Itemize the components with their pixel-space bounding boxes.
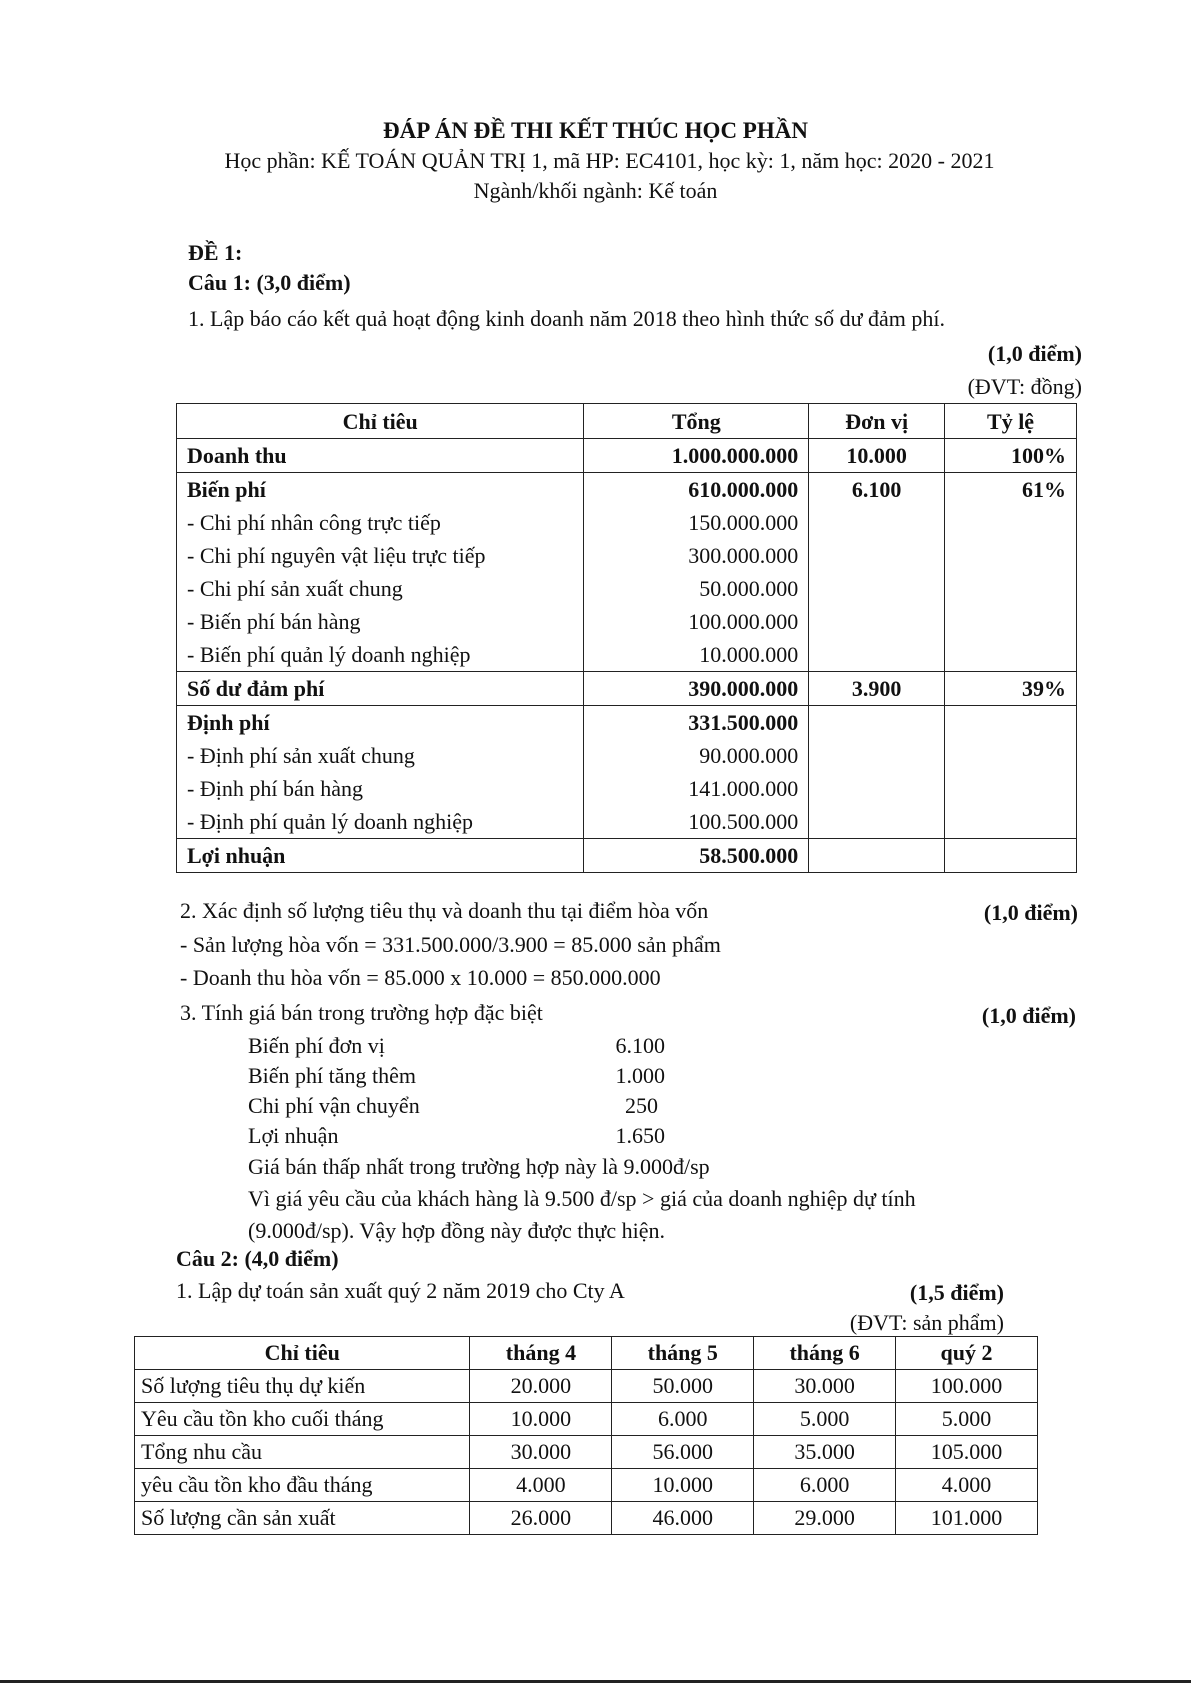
table-row <box>177 539 1077 572</box>
row-label: Biến phí <box>177 473 584 507</box>
table-header-row <box>135 1337 1038 1370</box>
q1-part1-points: (1,0 điểm) <box>987 341 1082 366</box>
header-cell: Chỉ tiêu <box>177 404 584 439</box>
row-unit <box>809 506 945 539</box>
row-ratio: 39% <box>945 672 1077 706</box>
row-ratio <box>945 539 1077 572</box>
row-total: 610.000.000 <box>584 473 809 507</box>
table-row <box>177 839 1077 873</box>
table-row <box>177 473 1077 507</box>
cell-value: 56.000 <box>612 1436 754 1469</box>
header-cell: Tỷ lệ <box>945 404 1077 439</box>
table-row <box>177 638 1077 672</box>
contribution-margin-table <box>176 403 1077 873</box>
row-total: 10.000.000 <box>584 638 809 672</box>
row-unit <box>809 539 945 572</box>
production-budget-table <box>134 1336 1038 1535</box>
row-unit <box>809 772 945 805</box>
row-label: - Biến phí quản lý doanh nghiệp <box>177 638 584 672</box>
header-cell: tháng 5 <box>612 1337 754 1370</box>
row-total: 100.000.000 <box>584 605 809 638</box>
table-row <box>177 506 1077 539</box>
row-label: - Định phí quản lý doanh nghiệp <box>177 805 584 839</box>
row-ratio <box>945 572 1077 605</box>
row-ratio <box>945 805 1077 839</box>
row-unit <box>809 605 945 638</box>
contract-reason-line: Vì giá yêu cầu của khách hàng là 9.500 đ/sp > giá của doanh nghiệp dự tính <box>248 1186 916 1211</box>
row-label: Yêu cầu tồn kho cuối tháng <box>135 1403 470 1436</box>
row-label: - Biến phí bán hàng <box>177 605 584 638</box>
row-unit <box>809 572 945 605</box>
row-label: - Định phí bán hàng <box>177 772 584 805</box>
table-row <box>135 1403 1038 1436</box>
q2-heading: Câu 2: (4,0 điểm) <box>176 1246 339 1271</box>
price-item-value: 1.000 <box>615 1063 665 1088</box>
header-cell: tháng 4 <box>470 1337 612 1370</box>
row-label: Định phí <box>177 706 584 740</box>
cell-value: 100.000 <box>896 1370 1038 1403</box>
cell-value: 35.000 <box>754 1436 896 1469</box>
price-item-label: Chi phí vận chuyển <box>248 1093 420 1118</box>
table-row <box>177 805 1077 839</box>
row-total: 100.500.000 <box>584 805 809 839</box>
q2-part1-unit: (ĐVT: sản phẩm) <box>849 1310 1004 1335</box>
cell-value: 10.000 <box>612 1469 754 1502</box>
q1-part3-points: (1,0 điểm) <box>981 1003 1076 1028</box>
cell-value: 105.000 <box>896 1436 1038 1469</box>
cell-value: 10.000 <box>470 1403 612 1436</box>
q1-part3-text: 3. Tính giá bán trong trường hợp đặc biệt <box>180 1000 543 1025</box>
row-unit <box>809 739 945 772</box>
cell-value: 20.000 <box>470 1370 612 1403</box>
table-row <box>177 605 1077 638</box>
row-label: Doanh thu <box>177 439 584 473</box>
row-label: Tổng nhu cầu <box>135 1436 470 1469</box>
cell-value: 5.000 <box>754 1403 896 1436</box>
q1-part2-text: 2. Xác định số lượng tiêu thụ và doanh thu tại điểm hòa vốn <box>180 898 709 923</box>
row-total: 141.000.000 <box>584 772 809 805</box>
price-item-label: Biến phí tăng thêm <box>248 1063 417 1088</box>
table-row <box>135 1469 1038 1502</box>
row-label: Số lượng tiêu thụ dự kiến <box>135 1370 470 1403</box>
price-item-value: 250 <box>625 1093 658 1118</box>
row-label: - Định phí sản xuất chung <box>177 739 584 772</box>
q2-part1-text: 1. Lập dự toán sản xuất quý 2 năm 2019 cho Cty A <box>176 1278 625 1303</box>
row-unit <box>809 638 945 672</box>
price-item-value: 1.650 <box>615 1123 665 1148</box>
row-ratio <box>945 638 1077 672</box>
cell-value: 50.000 <box>612 1370 754 1403</box>
row-total: 58.500.000 <box>584 839 809 873</box>
header-cell: Đơn vị <box>809 404 945 439</box>
row-label: yêu cầu tồn kho đầu tháng <box>135 1469 470 1502</box>
document-title: ĐÁP ÁN ĐỀ THI KẾT THÚC HỌC PHẦN <box>383 118 808 143</box>
row-ratio: 100% <box>945 439 1077 473</box>
row-total: 331.500.000 <box>584 706 809 740</box>
row-label: - Chi phí nguyên vật liệu trực tiếp <box>177 539 584 572</box>
q1-part1-unit: (ĐVT: đồng) <box>967 374 1082 399</box>
cell-value: 4.000 <box>470 1469 612 1502</box>
table-row <box>177 772 1077 805</box>
table-row <box>177 739 1077 772</box>
row-total: 150.000.000 <box>584 506 809 539</box>
row-total: 1.000.000.000 <box>584 439 809 473</box>
table-row <box>135 1436 1038 1469</box>
breakeven-revenue-line: - Doanh thu hòa vốn = 85.000 x 10.000 = 850.000.000 <box>180 965 661 990</box>
cell-value: 26.000 <box>470 1502 612 1535</box>
row-unit: 6.100 <box>809 473 945 507</box>
header-cell: tháng 6 <box>754 1337 896 1370</box>
table-row <box>177 706 1077 740</box>
cell-value: 29.000 <box>754 1502 896 1535</box>
cell-value: 30.000 <box>754 1370 896 1403</box>
cell-value: 4.000 <box>896 1469 1038 1502</box>
row-ratio <box>945 706 1077 740</box>
row-ratio <box>945 772 1077 805</box>
table-row <box>135 1370 1038 1403</box>
row-unit <box>809 706 945 740</box>
cell-value: 6.000 <box>754 1469 896 1502</box>
row-ratio <box>945 605 1077 638</box>
row-ratio <box>945 506 1077 539</box>
course-line: Học phần: KẾ TOÁN QUẢN TRỊ 1, mã HP: EC4101, học kỳ: 1, năm học: 2020 - 2021 <box>224 148 995 173</box>
header-cell: Tổng <box>584 404 809 439</box>
major-line: Ngành/khối ngành: Kế toán <box>473 178 718 203</box>
row-ratio: 61% <box>945 473 1077 507</box>
q1-heading: Câu 1: (3,0 điểm) <box>188 270 351 295</box>
min-price-conclusion: Giá bán thấp nhất trong trường hợp này là 9.000đ/sp <box>248 1154 710 1179</box>
table-row <box>177 672 1077 706</box>
contract-decision-line: (9.000đ/sp). Vậy hợp đồng này được thực hiện. <box>248 1218 665 1243</box>
row-unit: 10.000 <box>809 439 945 473</box>
cell-value: 46.000 <box>612 1502 754 1535</box>
row-ratio <box>945 839 1077 873</box>
table-row <box>177 439 1077 473</box>
row-label: Lợi nhuận <box>177 839 584 873</box>
cell-value: 6.000 <box>612 1403 754 1436</box>
price-item-label: Lợi nhuận <box>248 1123 339 1148</box>
price-item-value: 6.100 <box>615 1033 665 1058</box>
header-cell: Chỉ tiêu <box>135 1337 470 1370</box>
row-total: 90.000.000 <box>584 739 809 772</box>
breakeven-units-line: - Sản lượng hòa vốn = 331.500.000/3.900 = 85.000 sản phẩm <box>180 932 721 957</box>
row-total: 50.000.000 <box>584 572 809 605</box>
row-unit <box>809 805 945 839</box>
row-label: Số dư đảm phí <box>177 672 584 706</box>
table-header-row <box>177 404 1077 439</box>
header-cell: quý 2 <box>896 1337 1038 1370</box>
cell-value: 101.000 <box>896 1502 1038 1535</box>
row-label: - Chi phí sản xuất chung <box>177 572 584 605</box>
row-ratio <box>945 739 1077 772</box>
row-total: 390.000.000 <box>584 672 809 706</box>
table-row <box>177 572 1077 605</box>
q2-part1-points: (1,5 điểm) <box>909 1280 1004 1305</box>
q1-part2-points: (1,0 điểm) <box>983 900 1078 925</box>
price-item-label: Biến phí đơn vị <box>248 1033 385 1058</box>
cell-value: 5.000 <box>896 1403 1038 1436</box>
cell-value: 30.000 <box>470 1436 612 1469</box>
table-row <box>135 1502 1038 1535</box>
q1-part1-text: 1. Lập báo cáo kết quả hoạt động kinh doanh năm 2018 theo hình thức số dư đảm phí. <box>188 306 946 331</box>
row-total: 300.000.000 <box>584 539 809 572</box>
row-label: Số lượng cần sản xuất <box>135 1502 470 1535</box>
row-label: - Chi phí nhân công trực tiếp <box>177 506 584 539</box>
exam-label: ĐỀ 1: <box>188 240 243 265</box>
row-unit <box>809 839 945 873</box>
row-unit: 3.900 <box>809 672 945 706</box>
